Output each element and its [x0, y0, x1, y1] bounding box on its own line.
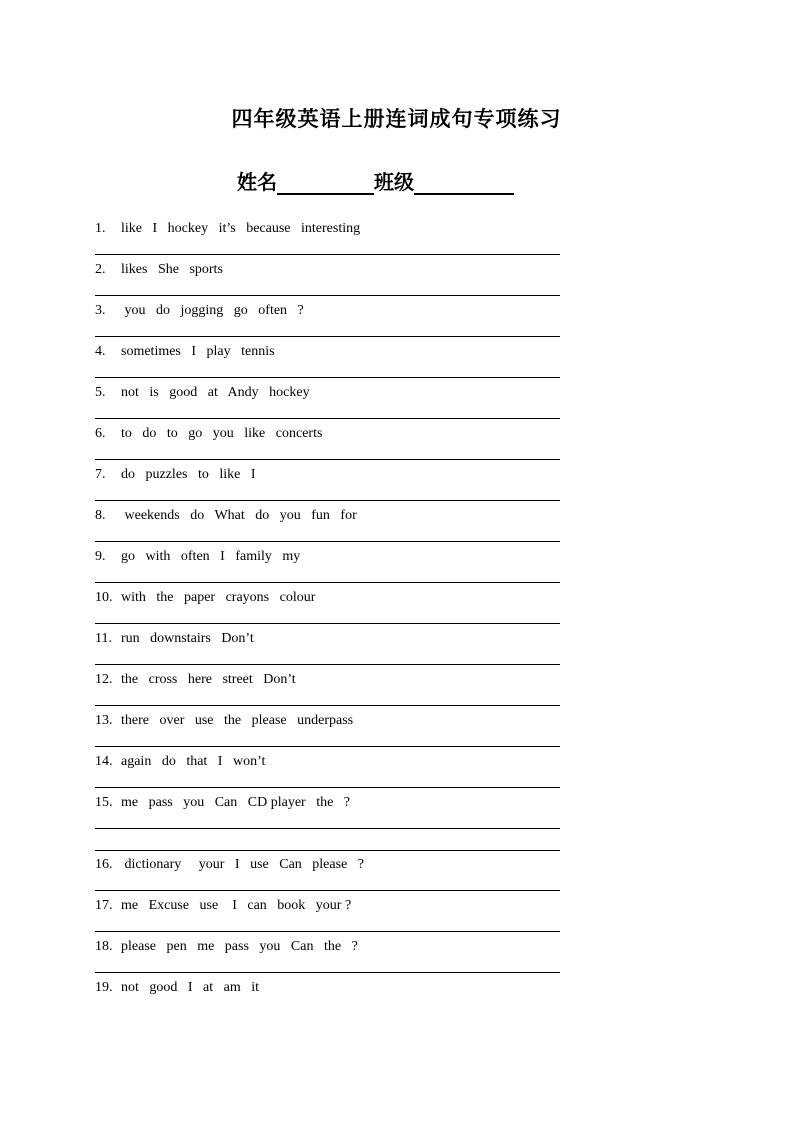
item-text	[95, 980, 560, 995]
item-number: 12.	[95, 672, 113, 687]
exercise-item	[95, 795, 560, 829]
item-number: 15.	[95, 795, 113, 810]
item-number: 4.	[95, 344, 106, 359]
item-text	[95, 713, 560, 728]
item-number: 13.	[95, 713, 113, 728]
page-title: 四年级英语上册连词成句专项练习	[231, 108, 562, 131]
item-text	[95, 898, 560, 913]
item-words: sometimes I play tennis	[121, 344, 275, 359]
item-text	[95, 303, 560, 318]
item-text	[95, 631, 560, 646]
item-number: 1.	[95, 221, 106, 236]
item-number: 8.	[95, 508, 106, 523]
item-number: 7.	[95, 467, 106, 482]
item-number: 5.	[95, 385, 106, 400]
item-words: again do that I won’t	[121, 754, 266, 769]
class-label: 班级	[374, 172, 414, 194]
exercise-item	[95, 980, 560, 1013]
item-text	[95, 795, 560, 810]
item-text	[95, 344, 560, 359]
name-blank-field[interactable]	[277, 171, 374, 195]
exercise-item	[95, 754, 560, 788]
exercise-item	[95, 898, 560, 932]
item-words: weekends do What do you fun for	[121, 508, 357, 523]
item-words: run downstairs Don’t	[121, 631, 254, 646]
item-number: 19.	[95, 980, 113, 995]
exercise-item	[95, 262, 560, 296]
item-text	[95, 857, 560, 872]
item-words: me Excuse use I can book your ?	[121, 898, 352, 913]
exercise-item	[95, 713, 560, 747]
item-words: not is good at Andy hockey	[121, 385, 310, 400]
item-words: with the paper crayons colour	[121, 590, 316, 605]
extra-answer-line[interactable]	[95, 836, 560, 851]
item-text	[95, 467, 560, 482]
item-text	[95, 754, 560, 769]
item-text	[95, 221, 560, 236]
item-number: 18.	[95, 939, 113, 954]
exercise-item	[95, 467, 560, 501]
item-number: 6.	[95, 426, 106, 441]
item-words: you do jogging go often ?	[121, 303, 304, 318]
exercise-item	[95, 549, 560, 583]
item-words: not good I at am it	[121, 980, 260, 995]
item-number: 3.	[95, 303, 106, 318]
item-number: 16.	[95, 857, 113, 872]
item-text	[95, 508, 560, 523]
exercise-item	[95, 631, 560, 665]
item-words: to do to go you like concerts	[121, 426, 323, 441]
item-number: 11.	[95, 631, 112, 646]
item-number: 9.	[95, 549, 106, 564]
name-class-line	[237, 166, 514, 195]
item-words: likes She sports	[121, 262, 223, 277]
item-text	[95, 672, 560, 687]
class-blank-field[interactable]	[414, 171, 514, 195]
item-number: 14.	[95, 754, 113, 769]
exercise-item	[95, 857, 560, 891]
exercise-item	[95, 672, 560, 706]
exercise-item	[95, 221, 560, 255]
item-text	[95, 385, 560, 400]
exercise-item	[95, 385, 560, 419]
item-words: do puzzles to like I	[121, 467, 256, 482]
item-words: go with often I family my	[121, 549, 301, 564]
item-words: dictionary your I use Can please ?	[121, 857, 364, 872]
exercise-item	[95, 426, 560, 460]
item-text	[95, 262, 560, 277]
item-words: me pass you Can CD player the ?	[121, 795, 351, 810]
item-number: 17.	[95, 898, 113, 913]
item-number: 2.	[95, 262, 106, 277]
name-label: 姓名	[237, 172, 277, 194]
item-words: there over use the please underpass	[121, 713, 354, 728]
item-words: the cross here street Don’t	[121, 672, 296, 687]
exercise-item	[95, 344, 560, 378]
item-number: 10.	[95, 590, 113, 605]
exercise-item	[95, 508, 560, 542]
exercise-item	[95, 590, 560, 624]
item-text	[95, 426, 560, 441]
exercise-item	[95, 939, 560, 973]
item-words: please pen me pass you Can the ?	[121, 939, 358, 954]
item-words: like I hockey it’s because interesting	[121, 221, 361, 236]
exercise-item	[95, 303, 560, 337]
item-text	[95, 939, 560, 954]
items-list	[95, 221, 560, 1020]
item-text	[95, 590, 560, 605]
item-text	[95, 549, 560, 564]
